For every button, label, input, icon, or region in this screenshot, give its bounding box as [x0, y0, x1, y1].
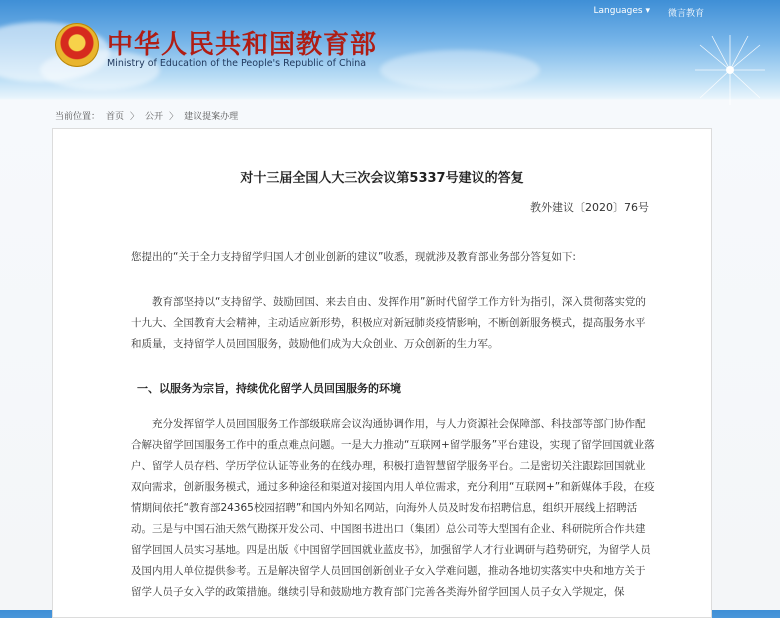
languages-link[interactable]: Languages ▾ — [593, 6, 650, 16]
breadcrumb — [55, 109, 238, 122]
top-links — [594, 6, 705, 19]
dandelion-decoration — [690, 30, 770, 110]
breadcrumb-public[interactable]: 公开 — [145, 112, 164, 122]
cloud-decoration — [380, 50, 540, 90]
breadcrumb-proposals[interactable]: 建议提案办理 — [184, 112, 239, 122]
greeting-paragraph: 您提出的“关于全力支持留学归国人才创业创新的建议”收悉，现就涉及教育部业务部分答复如下: — [131, 251, 576, 263]
intro-paragraph: 教育部坚持以“支持留学、鼓励回国、来去自由、发挥作用”新时代留学工作方针为指引，深入贯彻落实党的十九大、全国教育大会精神，主动适应新形势，积极应对新冠肺炎疫情影响，不断创新服务模式，提高服务水平和质量，支持留学人员回国服务，鼓励他们成为大众创业、万众创新的生力军。 — [131, 296, 646, 350]
section-body-paragraph: 充分发挥留学人员回国服务工作部级联席会议沟通协调作用，与人力资源社会保障部、科技部等部门协作配合解决留学回国服务工作中的重点难点问题。一是大力推动“互联网+留学服务”平台建设，实现了留学回国就业落户、留学人员存档、学历学位认证等业务的在线办理，积极打造智慧留学服务平台。二是密切关注跟踪回国就业双向需求，创新服务模式，通过多种途径和渠道对接国内用人单位需求，充分利用“互联网+”和新媒体手段，在疫情期间依托“教育部24365校园招聘”和国内外知名网站，向海外人员及时发布招聘信息，组织开展线上招聘活动。三是与中国石油天然气勘探开发公司、中国图书进出口（集团）总公司等大型国有企业、科研院所合作共建留学回国人员实习基地。四是出版《中国留学回国就业蓝皮书》，加强留学人才行业调研与趋势研究，为留学人员及国内用人单位提供参考。五是解决留学人员回国创新创业子女入学难问题，推动各地切实落实中央和地方关于留学人员子女入学的政策措施。继续引导和鼓励地方教育部门完善各类海外留学回国人员子女入学规定，保 — [131, 418, 655, 598]
document-panel — [52, 128, 712, 618]
document-title: 对十三届全国人大三次会议第5337号建议的答复 — [240, 171, 524, 186]
document-number: 教外建议〔2020〕76号 — [530, 201, 649, 214]
breadcrumb-separator: 〉 — [169, 112, 179, 122]
breadcrumb-label: 当前位置： — [55, 112, 101, 122]
site-title[interactable]: 中华人民共和国教育部 — [107, 30, 378, 60]
weibo-link[interactable]: 微言教育 — [667, 9, 704, 19]
breadcrumb-home[interactable]: 首页 — [106, 112, 125, 122]
site-subtitle: Ministry of Education of the People's Republic of China — [107, 58, 367, 69]
section-heading: 一、以服务为宗旨，持续优化留学人员回国服务的环境 — [137, 382, 401, 395]
breadcrumb-separator: 〉 — [130, 112, 140, 122]
national-emblem-icon — [55, 23, 99, 67]
